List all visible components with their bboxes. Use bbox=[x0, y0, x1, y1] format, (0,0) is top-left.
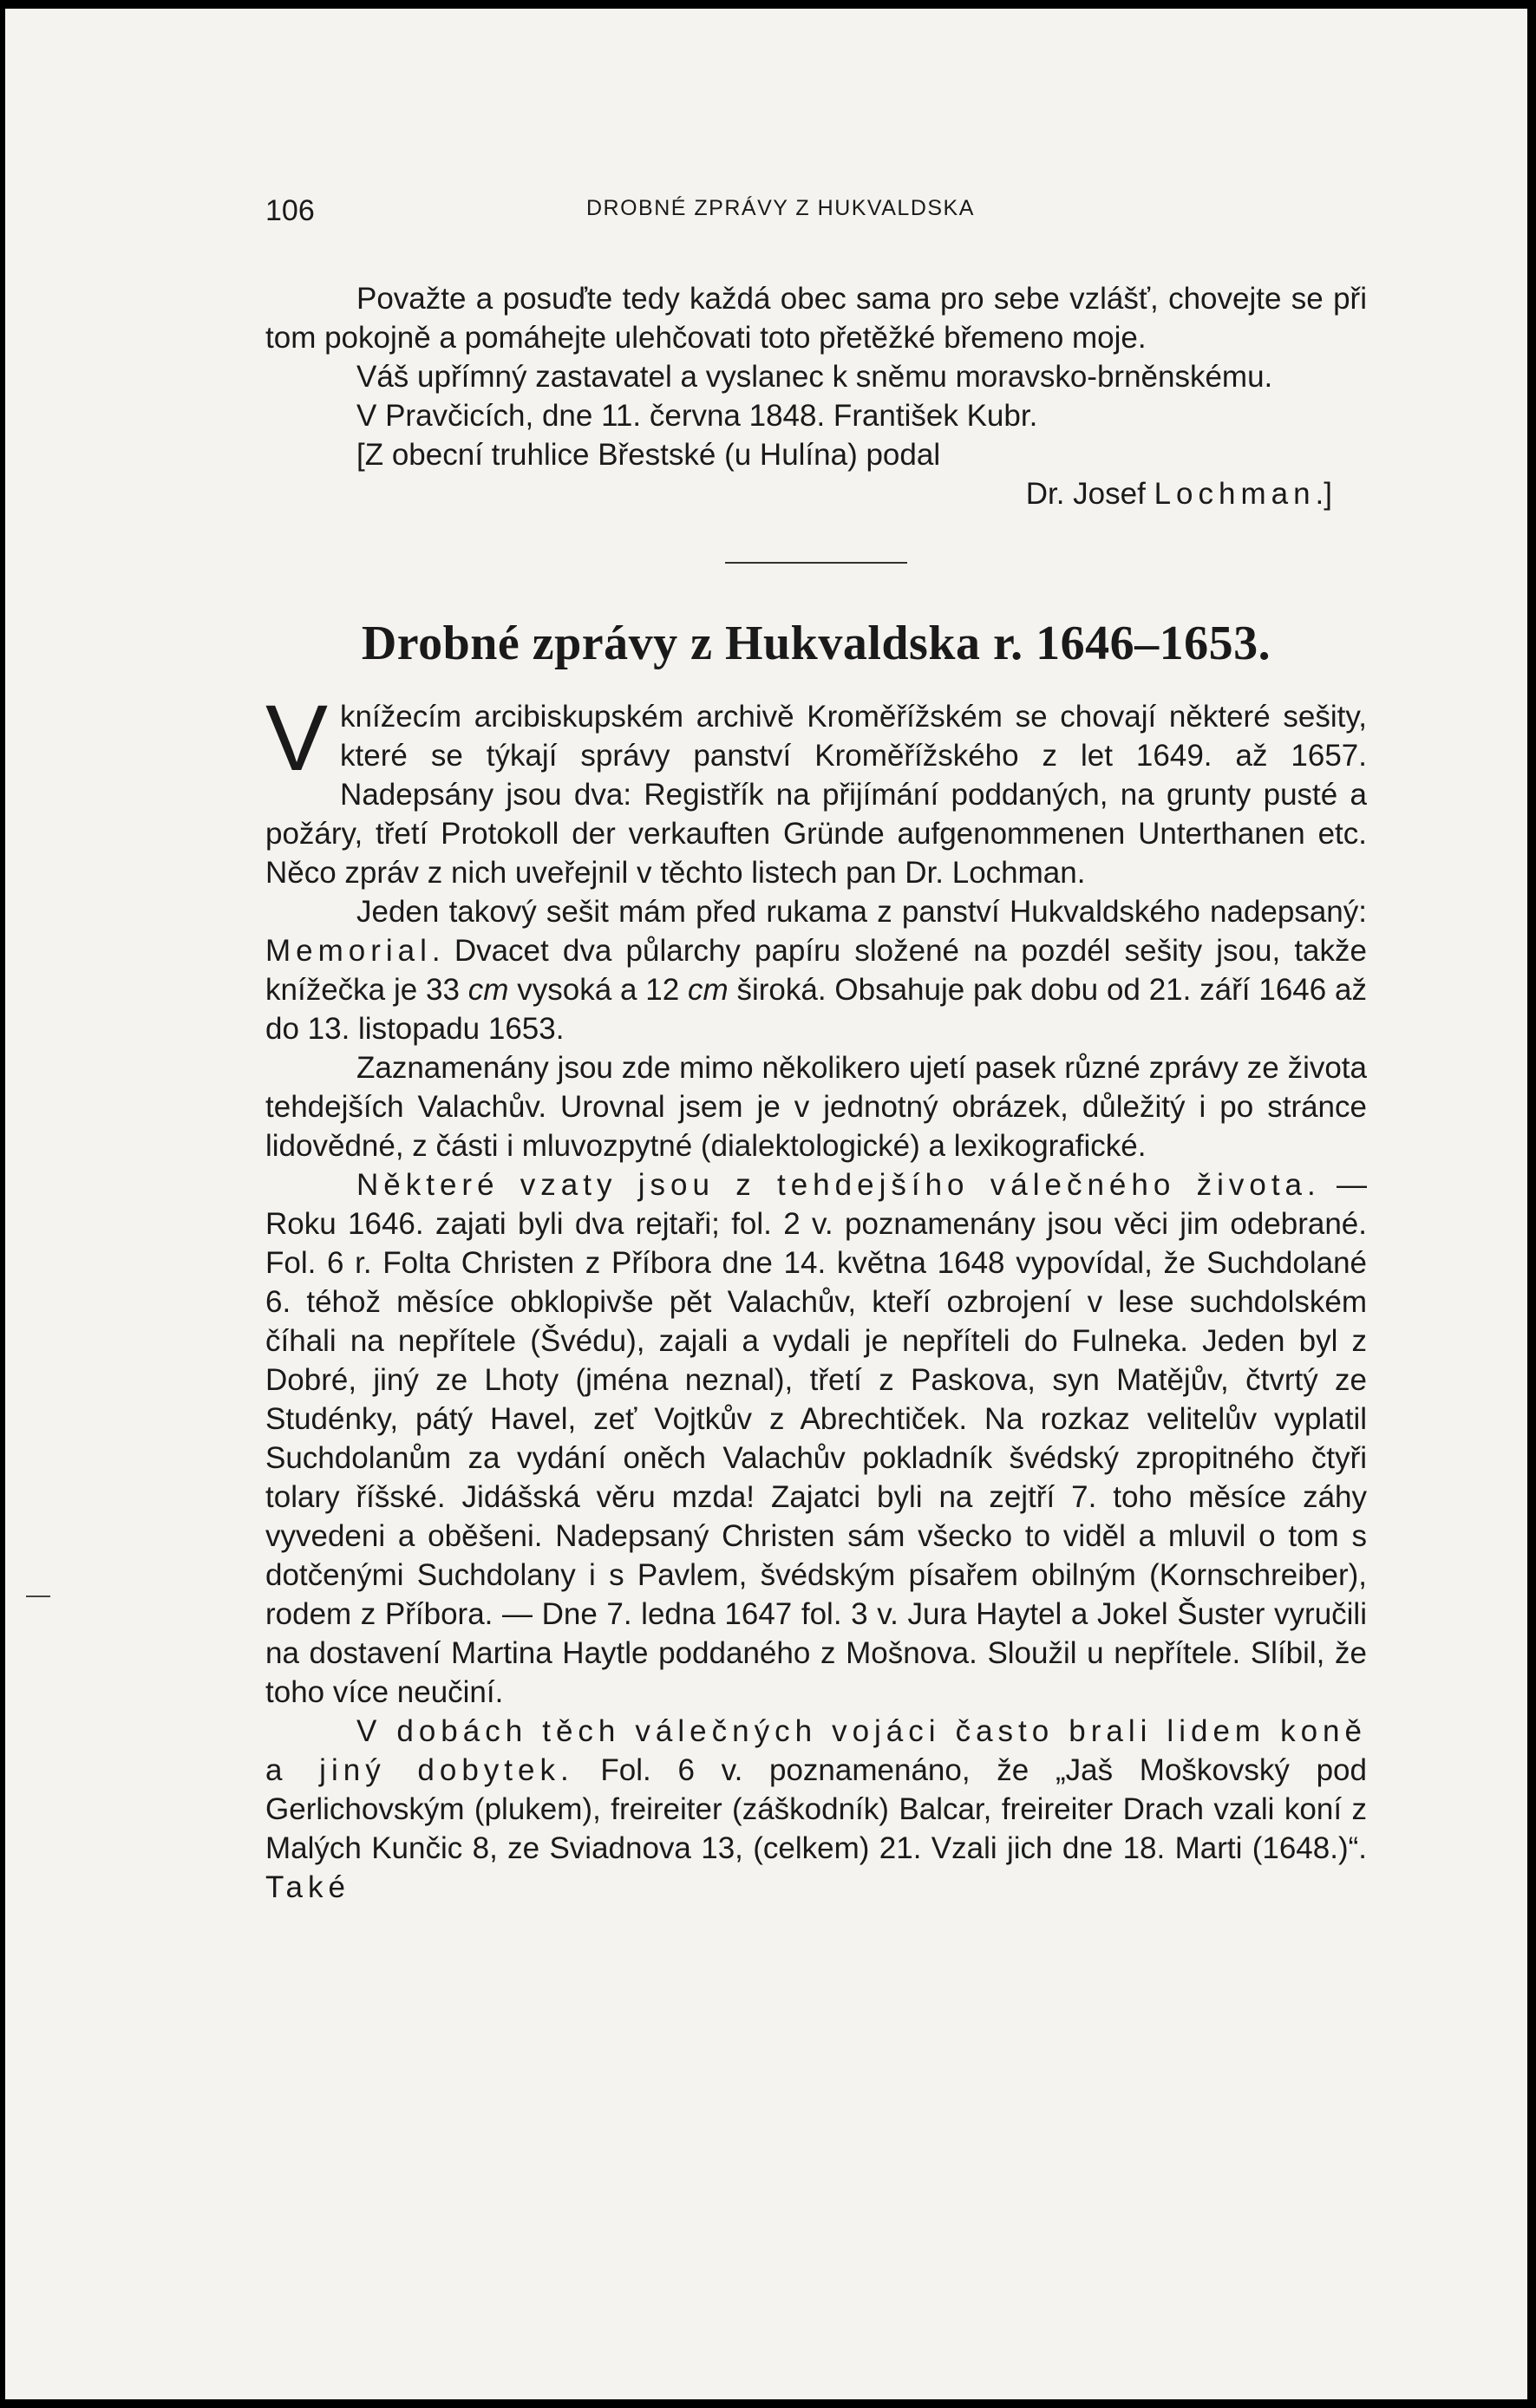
article-paragraph-2 bbox=[265, 892, 1367, 1048]
book-page bbox=[5, 9, 1527, 2399]
p2-part-b: . Dvacet dva půlarchy papíru složené na pozdél sešity jsou, takže knížečka je 33 bbox=[265, 934, 1367, 1007]
letter-paragraph-2: Váš upřímný zastavatel a vyslanec k sněmu moravsko-brněnskému. bbox=[356, 360, 1273, 394]
p4-text: —Roku 1646. zajati byli dva rejtaři; fol. 2 v. poznamenány jsou věci jim odebrané. Fol. 6 r. Folta Christen z Příbora dne 14. května 1648 vypovídal, že Suchdolané 6. téhož měsíce obklopivše pět Valachův, kteří ozbrojení v lese suchdolském číhali na nepřítele (Švédu), zajali a vydali je nepříteli do Fulneka. Jeden byl z Dobré, jiný ze Lhoty (jména neznal), třetí z Paskova, syn Matějův, čtvrtý ze Studénky, pátý Havel, zeť Vojtkův z Abrechtiček. Na rozkaz velitelův vyplatil Suchdolanům za vydání oněch Valachův pokladník švédský zpropitného čtyři tolary říšské. Jidášská věru mzda! Zajatci byli na zejtří 7. toho měsíce záhy vyvedeni a oběšeni. Nadepsaný Christen sám všecko to viděl a mluvil o tom s dotčenými Suchdolany i s Pavlem, švédským písařem obilným (Kornschreiber), rodem z Příbora. — Dne 7. ledna 1647 fol. 3 v. Jura Haytel a Jokel Šuster vyručili na dostavení Martina Haytle poddaného z Mošnova. Sloužil u nepřítele. Slíbil, že toho více neučiní. bbox=[265, 1168, 1367, 1709]
p2-part-a: Jeden takový sešit mám před rukama z panství Hukvaldského nadepsaný: bbox=[356, 895, 1367, 929]
running-head: DROBNÉ ZPRÁVY Z HUKVALDSKA bbox=[586, 196, 975, 220]
margin-mark bbox=[26, 1596, 50, 1597]
p2-unit-2: cm bbox=[688, 973, 729, 1007]
article-paragraph-3: Zaznamenány jsou zde mimo několikero ujetí pasek různé zprávy ze života tehdejších Valachův. Urovnal jsem je v jednotný obrázek, důležitý i po stránce lidovědné, z části i mluvozpytné (dialektologické) a lexikografické. bbox=[265, 1051, 1367, 1163]
letter-source-note: [Z obecní truhlice Břestské (u Hulína) podal bbox=[356, 438, 941, 472]
letter-paragraph-1: Považte a posuďte tedy každá obec sama pro sebe vzlášť, chovejte se při tom pokojně a pomáhejte ulehčovati toto přetěžké břemeno moje. bbox=[265, 282, 1367, 355]
page-header bbox=[265, 189, 1354, 227]
p2-part-c: vysoká a 12 bbox=[508, 973, 689, 1007]
drop-cap: V bbox=[265, 685, 329, 790]
article-paragraph-1 bbox=[265, 685, 1367, 892]
page-body bbox=[265, 279, 1367, 1907]
section-divider bbox=[725, 562, 907, 564]
p5-spaced-lead: V dobách těch válečných vojáci často brali lidem koně a jiný dobytek. bbox=[265, 1714, 1367, 1787]
contributor-suffix: .] bbox=[1315, 477, 1332, 511]
contributor-prefix: Dr. Josef bbox=[1025, 477, 1154, 511]
letter-contributor bbox=[265, 474, 1367, 513]
p4-spaced-lead: Některé vzaty jsou z tehdejšího válečného života. bbox=[356, 1168, 1321, 1202]
article-paragraph-1-text: knížecím arcibiskupském archivě Kroměřížském se chovají některé sešity, které se týkají správy panství Kroměřížského z let 1649. až 1657. Nadepsány jsou dva: Registřík na přijímání poddaných, na grunty pusté a požáry, třetí Protokoll der verkauften Gründe aufgenommenen Unterthanen etc. Něco zpráv z nich uveřejnil v těchto listech pan Dr. Lochman. bbox=[265, 700, 1367, 890]
p5-spaced-end: Také bbox=[265, 1870, 350, 1904]
page-number: 106 bbox=[265, 194, 315, 227]
article-paragraph-4 bbox=[265, 1165, 1367, 1712]
article-paragraph-5 bbox=[265, 1712, 1367, 1907]
article-title: Drobné zprávy z Hukvaldska r. 1646–1653. bbox=[361, 617, 1271, 670]
p2-part-d: široká. Obsahuje pak dobu od 21. září 1646 až do 13. listopadu 1653. bbox=[265, 973, 1367, 1046]
p2-unit-1: cm bbox=[467, 973, 509, 1007]
p2-spaced-word: Memorial bbox=[265, 934, 432, 968]
contributor-surname: Lochman bbox=[1154, 477, 1316, 511]
p5-text: Fol. 6 v. poznamenáno, že „Jaš Moškovský pod Gerlichovským (plukem), freireiter (záškodník) Balcar, freireiter Drach vzali koní z Malých Kunčic 8, ze Sviadnova 13, (celkem) 21. Vzali jich dne 18. Marti (1648.)“. bbox=[265, 1753, 1367, 1865]
letter-date-signature: V Pravčicích, dne 11. června 1848. František Kubr. bbox=[356, 399, 1038, 433]
